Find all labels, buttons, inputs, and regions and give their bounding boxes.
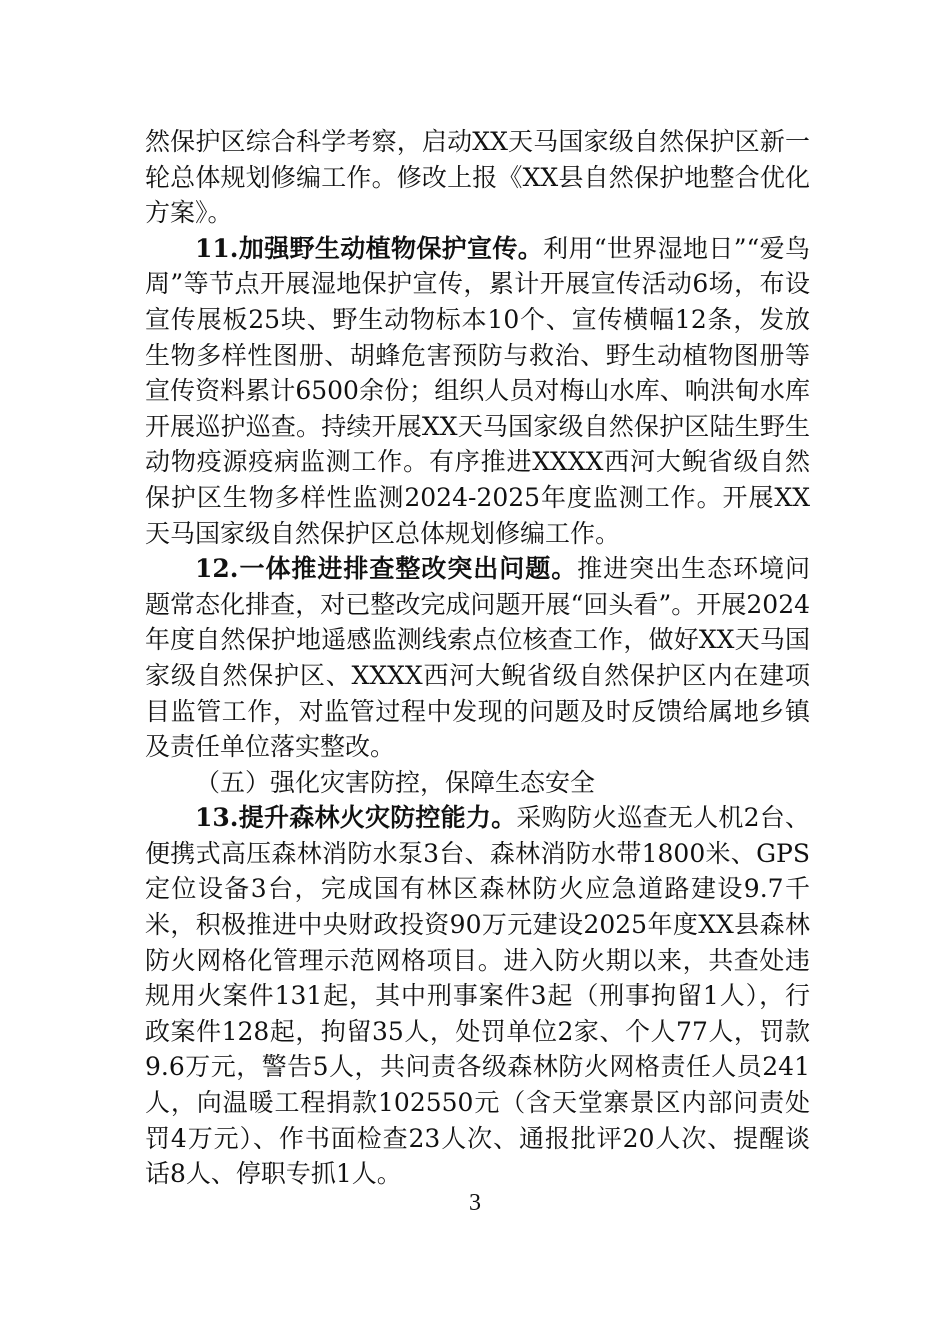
paragraph-text: 推进突出生态环境问题常态化排查，对已整改完成问题开展“回头看”。开展2024年度自然保护地遥感监测线索点位核查工作，做好XX天马国家级自然保护区、XXXX西河大鲵省级自然保护区内在建项目监管工作，对监管过程中发现的问题及时反馈给属地乡镇及责任单位落实整改。 [145, 554, 810, 762]
section-heading-text: （五）强化灾害防控，保障生态安全 [195, 767, 596, 797]
page-number: 3 [469, 1190, 481, 1216]
section-heading [145, 765, 810, 801]
paragraph-heading: 11.加强野生动植物保护宣传。 [195, 233, 544, 263]
paragraph-forest-fire [145, 800, 810, 1192]
paragraph-heading: 12.一体推进排查整改突出问题。 [195, 554, 578, 584]
paragraph-text: 采购防火巡查无人机2台、便携式高压森林消防水泵3台、森林消防水带1800米、GPS定位设备3台，完成国有林区森林防火应急道路建设9.7千米，积极推进中央财政投资90万元建设2025年度XX县森林防火网格化管理示范网格项目。进入防火期以来，共查处违规用火案件131起，其中刑事案件3起（刑事拘留1人），行政案件128起，拘留35人，处罚单位2家、个人77人，罚款9.6万元，警告5人，共问责各级森林防火网格责任人员241人，向温暖工程捐款102550元（含天堂寨景区内部问责处罚4万元）、作书面检查23人次、通报批评20人次、提醒谈话8人、停职专抓1人。 [145, 803, 810, 1189]
paragraph-wildlife-publicity [145, 231, 810, 551]
paragraph-rectification [145, 551, 810, 765]
paragraph-heading: 13.提升森林火灾防控能力。 [195, 803, 517, 833]
paragraph-continuation [145, 124, 810, 231]
document-body [145, 124, 810, 1192]
paragraph-text: 利用“世界湿地日”“爱鸟周”等节点开展湿地保护宣传，累计开展宣传活动6场，布设宣传展板25块、野生动物标本10个、宣传横幅12条，发放生物多样性图册、胡蜂危害预防与救治、野生动植物图册等宣传资料累计6500余份；组织人员对梅山水库、响洪甸水库开展巡护巡查。持续开展XX天马国家级自然保护区陆生野生动物疫源疫病监测工作。有序推进XXXX西河大鲵省级自然保护区生物多样性监测2024-2025年度监测工作。开展XX天马国家级自然保护区总体规划修编工作。 [145, 233, 810, 548]
paragraph-text: 然保护区综合科学考察，启动XX天马国家级自然保护区新一轮总体规划修编工作。修改上报《XX县自然保护地整合优化方案》。 [145, 127, 810, 228]
